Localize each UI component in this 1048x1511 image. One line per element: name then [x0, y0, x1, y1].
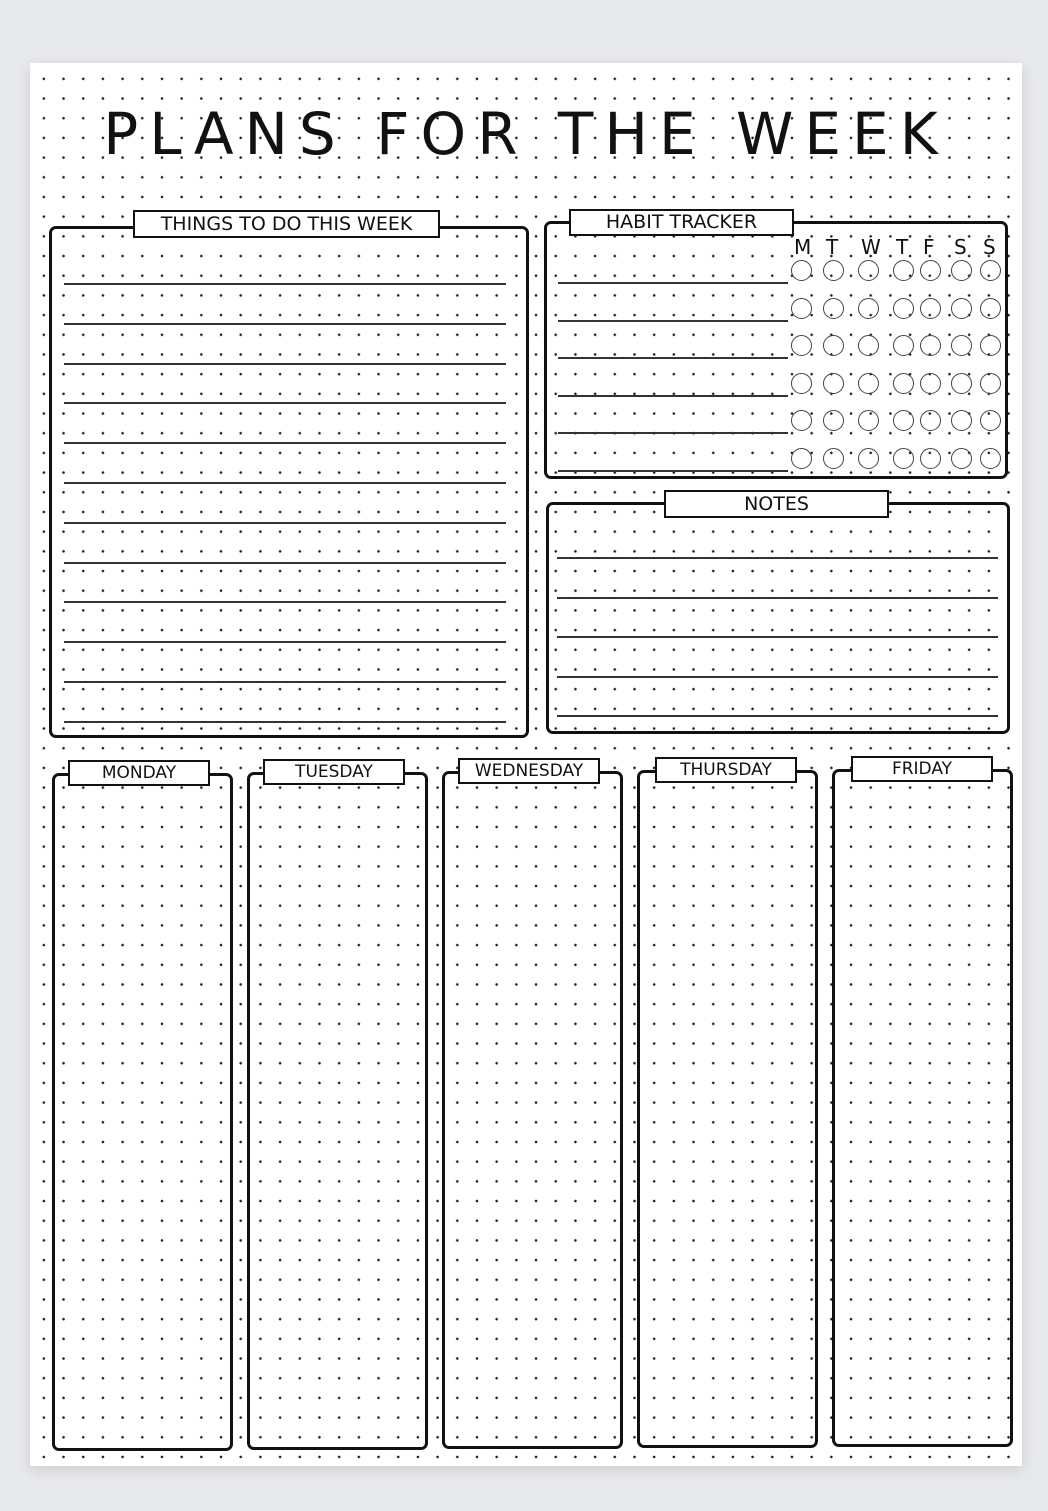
day-label-monday: MONDAY	[68, 760, 210, 786]
writing-line[interactable]	[557, 597, 998, 599]
writing-line[interactable]	[64, 442, 506, 444]
writing-line[interactable]	[64, 681, 506, 683]
writing-line[interactable]	[557, 715, 998, 717]
habit-checkbox[interactable]	[858, 410, 879, 431]
habit-checkbox[interactable]	[893, 410, 914, 431]
habit-checkbox[interactable]	[858, 335, 879, 356]
writing-line[interactable]	[64, 283, 506, 285]
writing-line[interactable]	[64, 522, 506, 524]
habit-checkbox[interactable]	[920, 448, 941, 469]
writing-line[interactable]	[558, 432, 788, 434]
habit-checkbox[interactable]	[823, 448, 844, 469]
habit-checkbox[interactable]	[791, 298, 812, 319]
habit-checkbox[interactable]	[951, 373, 972, 394]
habit-checkbox[interactable]	[920, 373, 941, 394]
writing-line[interactable]	[64, 323, 506, 325]
todo-section-label: THINGS TO DO THIS WEEK	[133, 210, 440, 238]
habit-checkbox[interactable]	[980, 298, 1001, 319]
notes-section	[546, 502, 1010, 734]
habit-checkbox[interactable]	[823, 335, 844, 356]
planner-page	[30, 63, 1022, 1466]
writing-line[interactable]	[64, 363, 506, 365]
day-label-thursday: THURSDAY	[655, 757, 797, 783]
habit-checkbox[interactable]	[893, 335, 914, 356]
habit-day-header: F	[923, 235, 935, 259]
habit-checkbox[interactable]	[980, 373, 1001, 394]
writing-line[interactable]	[64, 721, 506, 723]
habit-checkbox[interactable]	[920, 410, 941, 431]
habit-checkbox[interactable]	[893, 373, 914, 394]
habit-checkbox[interactable]	[858, 298, 879, 319]
habit-checkbox[interactable]	[980, 410, 1001, 431]
writing-line[interactable]	[558, 357, 788, 359]
habit-checkbox[interactable]	[791, 373, 812, 394]
habit-tracker-label: HABIT TRACKER	[569, 209, 794, 236]
habit-checkbox[interactable]	[791, 448, 812, 469]
day-label-tuesday: TUESDAY	[263, 759, 405, 785]
writing-line[interactable]	[557, 676, 998, 678]
habit-checkbox[interactable]	[893, 298, 914, 319]
habit-checkbox[interactable]	[980, 260, 1001, 281]
habit-checkbox[interactable]	[951, 260, 972, 281]
day-column-tuesday[interactable]	[247, 772, 428, 1450]
habit-checkbox[interactable]	[823, 260, 844, 281]
habit-checkbox[interactable]	[858, 448, 879, 469]
habit-checkbox[interactable]	[920, 260, 941, 281]
habit-checkbox[interactable]	[791, 335, 812, 356]
habit-day-header: M	[794, 235, 812, 259]
writing-line[interactable]	[557, 636, 998, 638]
habit-day-header: T	[826, 235, 839, 259]
habit-day-header: T	[896, 235, 909, 259]
habit-checkbox[interactable]	[858, 373, 879, 394]
day-label-friday: FRIDAY	[851, 756, 993, 782]
writing-line[interactable]	[558, 395, 788, 397]
habit-checkbox[interactable]	[893, 448, 914, 469]
day-column-friday[interactable]	[832, 769, 1013, 1447]
habit-day-header: W	[861, 235, 881, 259]
writing-line[interactable]	[558, 320, 788, 322]
habit-checkbox[interactable]	[951, 335, 972, 356]
habit-checkbox[interactable]	[823, 410, 844, 431]
habit-checkbox[interactable]	[823, 373, 844, 394]
habit-checkbox[interactable]	[858, 260, 879, 281]
writing-line[interactable]	[558, 470, 788, 472]
page-title: PLANS FOR THE WEEK	[103, 100, 949, 168]
writing-line[interactable]	[64, 641, 506, 643]
habit-checkbox[interactable]	[823, 298, 844, 319]
day-column-wednesday[interactable]	[442, 771, 623, 1449]
day-column-thursday[interactable]	[637, 770, 818, 1448]
writing-line[interactable]	[64, 562, 506, 564]
habit-checkbox[interactable]	[980, 335, 1001, 356]
writing-line[interactable]	[557, 557, 998, 559]
notes-label: NOTES	[664, 490, 889, 518]
habit-day-header: S	[954, 235, 967, 259]
habit-checkbox[interactable]	[951, 410, 972, 431]
writing-line[interactable]	[558, 282, 788, 284]
habit-checkbox[interactable]	[791, 260, 812, 281]
habit-checkbox[interactable]	[893, 260, 914, 281]
day-column-monday[interactable]	[52, 773, 233, 1451]
habit-checkbox[interactable]	[980, 448, 1001, 469]
writing-line[interactable]	[64, 601, 506, 603]
habit-checkbox[interactable]	[951, 448, 972, 469]
writing-line[interactable]	[64, 402, 506, 404]
habit-checkbox[interactable]	[920, 298, 941, 319]
day-label-wednesday: WEDNESDAY	[458, 758, 600, 784]
habit-checkbox[interactable]	[951, 298, 972, 319]
habit-checkbox[interactable]	[920, 335, 941, 356]
habit-checkbox[interactable]	[791, 410, 812, 431]
habit-day-header: S	[983, 235, 996, 259]
writing-line[interactable]	[64, 482, 506, 484]
